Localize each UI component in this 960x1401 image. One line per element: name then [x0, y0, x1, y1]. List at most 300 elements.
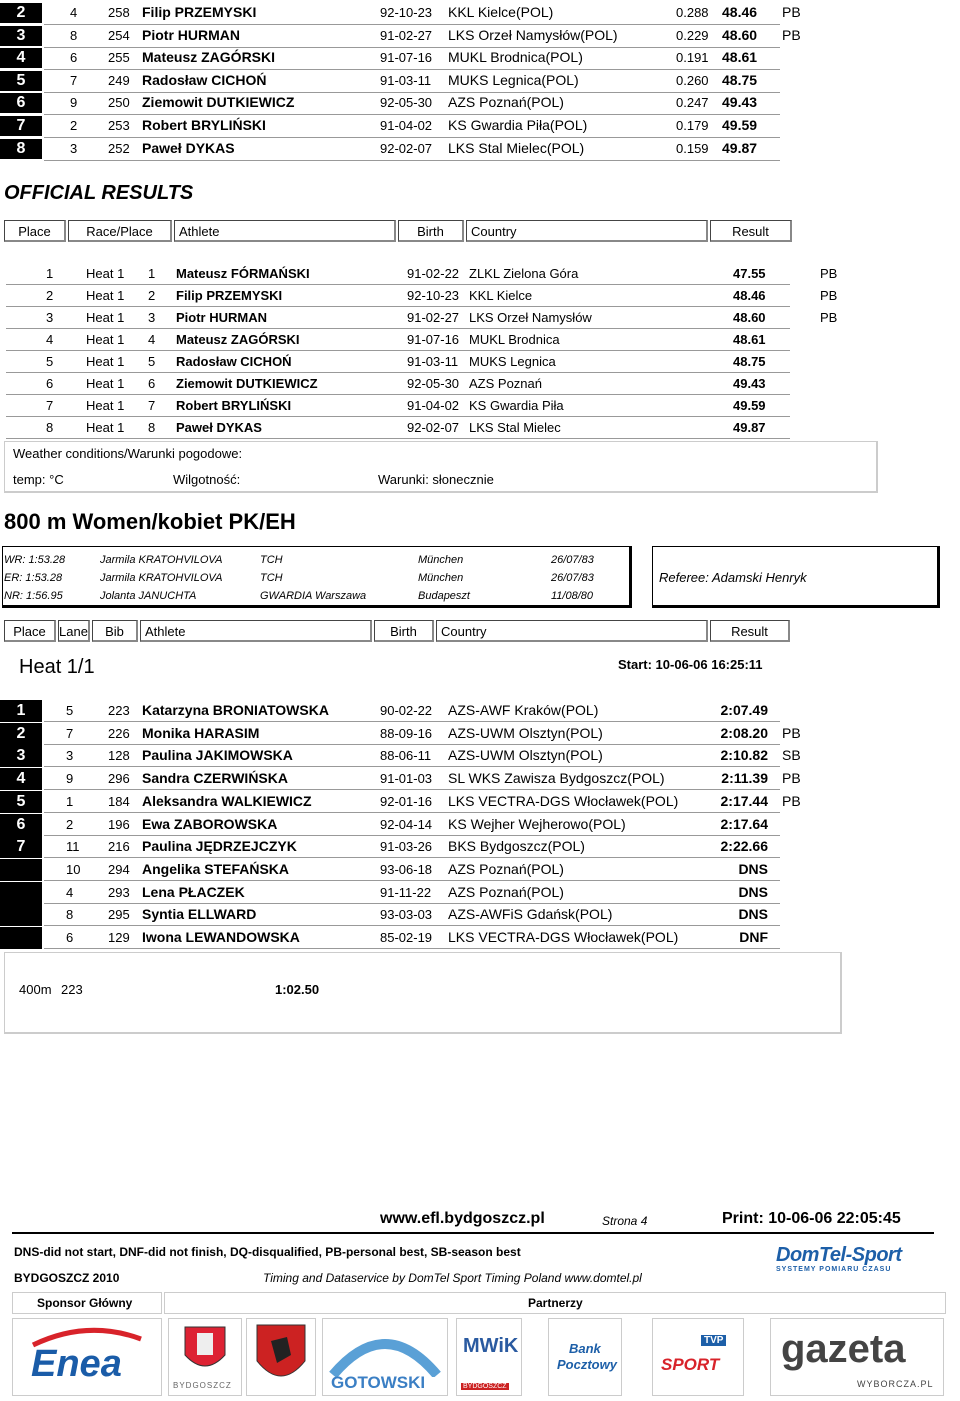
heat-cell: Heat 1: [86, 266, 125, 281]
birth-cell: 91-02-27: [407, 310, 460, 325]
athlete-cell: Piotr HURMAN: [176, 310, 267, 325]
row-divider: [6, 328, 790, 329]
heat-start-time: Start: 10-06-06 16:25:11: [618, 657, 763, 672]
bib-cell: 252: [108, 140, 130, 156]
result-row: [0, 71, 960, 91]
footer-timing: Timing and Dataservice by DomTel Sport Timing Poland www.domtel.pl: [263, 1271, 642, 1285]
record-label: NR: 1:56.95: [4, 590, 63, 602]
result-cell: 49.59: [722, 117, 758, 133]
footer-website[interactable]: www.efl.bydgoszcz.pl: [380, 1210, 545, 1227]
athlete-cell: Radosław CICHOŃ: [176, 354, 292, 369]
heat-result-row: [0, 836, 960, 857]
enea-logo-text: Enea: [31, 1343, 122, 1385]
bydgoszcz-crest-icon: [169, 1319, 241, 1379]
heat-cell: Heat 1: [86, 420, 125, 435]
record-city: Budapeszt: [418, 590, 470, 602]
athlete-cell: Angelika STEFAŃSKA: [142, 860, 290, 877]
gazeta-logo-subtext: WYBORCZA.PL: [857, 1379, 934, 1389]
birth-cell: 91-01-03: [380, 771, 433, 787]
bib-cell: 226: [108, 725, 130, 741]
record-club: GWARDIA Warszawa: [260, 590, 367, 602]
place-cell: 1: [0, 700, 42, 722]
note-cell: SB: [782, 747, 801, 764]
bib-cell: 184: [108, 793, 130, 809]
official-row: [0, 418, 960, 438]
result-cell: 48.61: [733, 332, 766, 347]
place-cell: 2: [0, 723, 42, 745]
bib-cell: 129: [108, 930, 130, 945]
athlete-cell: Piotr HURMAN: [142, 26, 240, 43]
bib-cell: 294: [108, 861, 130, 877]
heat-result-row: [0, 768, 960, 789]
place-cell: 7: [0, 836, 42, 858]
result-cell: 48.46: [722, 4, 758, 20]
birth-cell: 91-02-22: [407, 266, 460, 281]
footer-divider: [12, 1232, 934, 1234]
heat-cell: Heat 1: [86, 288, 125, 303]
row-divider: [6, 284, 790, 285]
birth-cell: 91-03-11: [407, 354, 459, 369]
official-row: [0, 264, 960, 284]
reaction-cell: 0.247: [676, 95, 709, 111]
weather-temp: temp: °C: [13, 472, 64, 487]
row-divider: [6, 350, 790, 351]
birth-cell: 92-02-07: [407, 420, 460, 435]
event-header-country: Country: [436, 620, 708, 642]
heat-cell: Heat 1: [86, 332, 125, 347]
club-cell: AZS-UWM Olsztyn(POL): [448, 747, 603, 764]
footer-print: Print: 10-06-06 22:05:45: [722, 1210, 901, 1227]
place-cell: 4: [0, 768, 42, 790]
reaction-cell: 0.191: [676, 50, 709, 66]
place-cell: 4: [0, 48, 42, 68]
birth-cell: 88-09-16: [380, 725, 433, 741]
row-divider: [6, 372, 790, 373]
record-name: Jolanta JANUCHTA: [100, 590, 197, 602]
club-cell: LKS Stal Mielec: [469, 420, 561, 435]
athlete-cell: Robert BRYLIŃSKI: [142, 117, 266, 133]
event-header-place: Place: [4, 620, 56, 642]
result-cell: DNS: [738, 906, 768, 923]
record-name: Jarmila KRATOHVILOVA: [100, 554, 223, 566]
partners-label: Partnerzy: [528, 1296, 583, 1310]
heat-place-cell: 7: [148, 398, 156, 413]
heat-cell: Heat 1: [86, 354, 125, 369]
sport-logo-text: SPORT: [661, 1355, 720, 1374]
result-cell: 48.75: [733, 354, 766, 369]
record-city: München: [418, 572, 464, 584]
event-header-bib: Bib: [92, 620, 138, 642]
result-cell: 49.43: [733, 376, 766, 391]
result-cell: DNF: [739, 929, 768, 945]
header-result: Result: [710, 220, 792, 242]
club-cell: KS Gwardia Piła: [469, 398, 564, 413]
birth-cell: 91-07-16: [380, 50, 433, 66]
lane-cell: 9: [70, 95, 78, 111]
lane-cell: 6: [70, 50, 78, 66]
note-cell: PB: [782, 770, 801, 787]
birth-cell: 92-10-23: [407, 288, 460, 303]
athlete-cell: Ziemowit DUTKIEWICZ: [176, 376, 318, 391]
birth-cell: 90-02-22: [380, 703, 433, 718]
lane-cell: 3: [70, 140, 78, 156]
club-cell: BKS Bydgoszcz(POL): [448, 838, 585, 855]
athlete-cell: Filip PRZEMYSKI: [142, 4, 257, 20]
record-club: TCH: [260, 554, 283, 566]
lane-cell: 6: [66, 930, 74, 945]
result-row: [0, 26, 960, 46]
lane-cell: 1: [66, 793, 74, 809]
bib-cell: 128: [108, 748, 130, 764]
birth-cell: 93-06-18: [380, 861, 433, 877]
lane-cell: 10: [66, 861, 81, 877]
result-cell: DNS: [738, 860, 768, 877]
heat-result-row: [0, 882, 960, 903]
lane-cell: 11: [66, 839, 80, 855]
event-header-lane: Lane: [58, 620, 90, 642]
birth-cell: 93-03-03: [380, 907, 433, 923]
result-cell: 49.59: [733, 398, 766, 413]
heat-place-cell: 3: [148, 310, 156, 325]
place-cell: 1: [46, 266, 54, 281]
heat-place-cell: 5: [148, 354, 156, 369]
bib-cell: 255: [108, 50, 130, 66]
club-cell: KS Gwardia Piła(POL): [448, 117, 588, 133]
club-cell: LKS Orzeł Namysłów: [469, 310, 592, 325]
record-name: Jarmila KRATOHVILOVA: [100, 572, 223, 584]
athlete-cell: Iwona LEWANDOWSKA: [142, 929, 300, 945]
place-cell: 3: [46, 310, 54, 325]
athlete-cell: Monika HARASIM: [142, 724, 260, 741]
bib-cell: 196: [108, 816, 130, 832]
club-cell: ZLKL Zielona Góra: [469, 266, 579, 281]
mwik-logo-subtext: BYDGOSZCZ: [463, 1383, 507, 1390]
bib-cell: 253: [108, 118, 130, 133]
official-row: [0, 330, 960, 350]
birth-cell: 91-04-02: [407, 398, 460, 413]
region-crest-logo: [246, 1318, 316, 1396]
result-cell: 2:17.44: [720, 792, 768, 809]
note-cell: PB: [782, 792, 801, 809]
result-cell: 2:10.82: [720, 747, 768, 764]
heat-place-cell: 2: [148, 288, 156, 303]
club-cell: LKS Stal Mielec(POL): [448, 139, 585, 156]
event-header-result: Result: [710, 620, 790, 642]
club-cell: AZS Poznań(POL): [448, 860, 564, 877]
result-row: [0, 48, 960, 68]
lane-cell: 8: [70, 27, 78, 43]
referee: Referee: Adamski Henryk: [659, 570, 807, 585]
athlete-cell: Syntia ELLWARD: [142, 906, 257, 923]
birth-cell: 92-05-30: [407, 376, 460, 391]
split-box: [4, 952, 842, 1034]
result-row: [0, 3, 960, 23]
club-cell: LKS VECTRA-DGS Włocławek(POL): [448, 929, 679, 945]
bydgoszcz-coat-logo: [168, 1318, 242, 1396]
bank-logo-line1: Bank: [569, 1341, 601, 1356]
official-row: [0, 286, 960, 306]
club-cell: LKS VECTRA-DGS Włocławek(POL): [448, 792, 679, 809]
club-cell: MUKS Legnica: [469, 354, 556, 369]
gotowski-logo: [322, 1318, 448, 1396]
result-cell: 48.61: [722, 49, 758, 66]
club-cell: AZS-AWFiS Gdańsk(POL): [448, 906, 613, 923]
place-cell: 5: [0, 791, 42, 813]
bib-cell: 249: [108, 72, 130, 88]
footer-city: BYDGOSZCZ 2010: [14, 1271, 120, 1285]
split-distance: 400m: [19, 982, 52, 997]
birth-cell: 91-07-16: [407, 332, 460, 347]
record-city: München: [418, 554, 464, 566]
birth-cell: 92-02-07: [380, 140, 433, 156]
result-cell: 47.55: [733, 266, 766, 281]
note-cell: PB: [820, 310, 838, 325]
lane-cell: 5: [66, 703, 74, 718]
heat-title: Heat 1/1: [19, 656, 95, 678]
birth-cell: 91-03-11: [380, 72, 432, 88]
result-cell: 48.60: [733, 310, 766, 325]
birth-cell: 92-04-14: [380, 816, 433, 832]
event-header-athlete: Athlete: [140, 620, 372, 642]
heat-result-row: [0, 745, 960, 766]
club-cell: KS Wejher Wejherowo(POL): [448, 815, 626, 832]
result-row: [0, 93, 960, 113]
birth-cell: 91-02-27: [380, 27, 433, 43]
official-results-title: OFFICIAL RESULTS: [4, 182, 194, 204]
birth-cell: 91-04-02: [380, 118, 433, 133]
reaction-cell: 0.288: [676, 5, 709, 20]
record-label: ER: 1:53.28: [4, 572, 63, 584]
birth-cell: 92-05-30: [380, 95, 433, 111]
tvp-logo-text: TVP: [701, 1335, 726, 1346]
athlete-cell: Lena PŁACZEK: [142, 883, 245, 900]
bib-cell: 223: [108, 703, 130, 718]
row-divider: [6, 394, 790, 395]
bank-logo-line2: Pocztowy: [557, 1357, 617, 1372]
heat-cell: Heat 1: [86, 398, 125, 413]
result-cell: 49.87: [722, 139, 758, 156]
birth-cell: 91-11-22: [380, 884, 432, 900]
place-cell: 2: [0, 3, 42, 23]
place-cell: 2: [46, 288, 54, 303]
mwik-logo-text: MWiK: [463, 1335, 519, 1357]
reaction-cell: 0.179: [676, 118, 709, 133]
domtel-logo-subtext: SYSTEMY POMIARU CZASU: [776, 1266, 892, 1273]
place-cell: 7: [46, 398, 54, 413]
lane-cell: 4: [70, 5, 78, 20]
reaction-cell: 0.229: [676, 27, 709, 43]
reaction-cell: 0.260: [676, 72, 709, 88]
birth-cell: 92-01-16: [380, 793, 433, 809]
place-cell: [0, 927, 42, 949]
heat-result-row: [0, 791, 960, 812]
result-cell: 49.43: [722, 94, 758, 111]
place-cell: 3: [0, 745, 42, 767]
bib-cell: 216: [108, 839, 130, 855]
birth-cell: 88-06-11: [380, 748, 432, 764]
athlete-cell: Ewa ZABOROWSKA: [142, 815, 278, 832]
athlete-cell: Ziemowit DUTKIEWICZ: [142, 94, 295, 111]
weather-humidity: Wilgotność:: [173, 472, 241, 487]
heat-cell: Heat 1: [86, 376, 125, 391]
row-divider: [44, 948, 780, 949]
place-cell: 8: [46, 420, 54, 435]
club-cell: KKL Kielce(POL): [448, 4, 554, 20]
gotowski-logo-text: GOTOWSKI: [331, 1373, 426, 1392]
gazeta-wyborcza-logo: [770, 1318, 944, 1396]
lane-cell: 9: [66, 771, 74, 787]
mwik-logo: [456, 1318, 522, 1396]
note-cell: PB: [782, 4, 801, 20]
result-cell: 2:08.20: [720, 724, 768, 741]
record-date: 11/08/80: [551, 590, 594, 602]
athlete-cell: Sandra CZERWIŃSKA: [142, 770, 288, 787]
place-cell: 6: [46, 376, 54, 391]
club-cell: AZS Poznań: [469, 376, 542, 391]
reaction-cell: 0.159: [676, 140, 709, 156]
record-club: TCH: [260, 572, 283, 584]
gotowski-arch-icon: [323, 1319, 447, 1377]
result-cell: 2:17.64: [720, 815, 768, 832]
lane-cell: 3: [66, 748, 74, 764]
row-divider: [6, 416, 790, 417]
club-cell: MUKL Brodnica: [469, 332, 560, 347]
heat-place-cell: 8: [148, 420, 156, 435]
lane-cell: 2: [70, 118, 78, 133]
heat-place-cell: 4: [148, 332, 156, 347]
heat-place-cell: 1: [148, 266, 156, 281]
result-cell: 49.87: [733, 420, 766, 435]
place-cell: 4: [46, 332, 54, 347]
birth-cell: 92-10-23: [380, 5, 433, 20]
place-cell: [0, 882, 42, 904]
weather-title: Weather conditions/Warunki pogodowe:: [13, 446, 243, 461]
record-date: 26/07/83: [551, 572, 594, 584]
athlete-cell: Mateusz ZAGÓRSKI: [176, 332, 300, 347]
row-divider: [6, 306, 790, 307]
event-title: 800 m Women/kobiet PK/EH: [4, 509, 296, 534]
row-divider: [6, 438, 790, 439]
record-label: WR: 1:53.28: [4, 554, 66, 566]
row-divider: [44, 160, 780, 161]
result-cell: 2:22.66: [720, 838, 768, 855]
place-cell: [0, 904, 42, 926]
note-cell: PB: [782, 724, 801, 741]
bank-pocztowy-logo: [548, 1318, 622, 1396]
place-cell: 5: [46, 354, 54, 369]
birth-cell: 85-02-19: [380, 930, 433, 945]
header-race-place: Race/Place: [68, 220, 172, 242]
heat-result-row: [0, 723, 960, 744]
header-place: Place: [4, 220, 66, 242]
result-cell: 48.46: [733, 288, 766, 303]
place-cell: 7: [0, 116, 42, 136]
official-row: [0, 308, 960, 328]
place-cell: 6: [0, 814, 42, 836]
club-cell: AZS Poznań(POL): [448, 883, 564, 900]
athlete-cell: Paulina JĘDRZEJCZYK: [142, 838, 297, 855]
heat-place-cell: 6: [148, 376, 156, 391]
club-cell: AZS Poznań(POL): [448, 94, 564, 111]
athlete-cell: Paweł DYKAS: [176, 420, 262, 435]
result-row: [0, 139, 960, 159]
place-cell: 6: [0, 93, 42, 113]
place-cell: [0, 859, 42, 881]
sponsor-label: Sponsor Główny: [37, 1296, 133, 1310]
athlete-cell: Radosław CICHOŃ: [142, 71, 267, 88]
weather-conditions: Warunki: słonecznie: [378, 472, 494, 487]
record-date: 26/07/83: [551, 554, 594, 566]
athlete-cell: Katarzyna BRONIATOWSKA: [142, 702, 329, 718]
athlete-cell: Robert BRYLIŃSKI: [176, 398, 292, 413]
athlete-cell: Mateusz ZAGÓRSKI: [142, 49, 276, 66]
athlete-cell: Paweł DYKAS: [142, 139, 235, 156]
griffin-crest-icon: [247, 1319, 315, 1395]
split-bib: 223: [61, 982, 83, 997]
result-cell: 2:11.39: [721, 770, 768, 787]
footer-page: Strona 4: [602, 1214, 648, 1228]
result-cell: 48.75: [722, 71, 758, 88]
club-cell: KKL Kielce: [469, 288, 533, 303]
athlete-cell: Paulina JAKIMOWSKA: [142, 747, 293, 764]
note-cell: PB: [782, 26, 801, 43]
heat-result-row: [0, 904, 960, 925]
bydgoszcz-logo-text: BYDGOSZCZ: [173, 1381, 232, 1390]
bib-cell: 296: [108, 771, 130, 787]
club-cell: LKS Orzeł Namysłów(POL): [448, 26, 618, 43]
header-athlete: Athlete: [174, 220, 396, 242]
header-birth: Birth: [398, 220, 464, 242]
heat-cell: Heat 1: [86, 310, 125, 325]
club-cell: SL WKS Zawisza Bydgoszcz(POL): [448, 770, 665, 787]
event-header-birth: Birth: [374, 620, 434, 642]
official-row: [0, 396, 960, 416]
official-row: [0, 374, 960, 394]
club-cell: AZS-UWM Olsztyn(POL): [448, 724, 603, 741]
result-cell: DNS: [738, 883, 768, 900]
club-cell: AZS-AWF Kraków(POL): [448, 702, 599, 718]
bib-cell: 250: [108, 95, 130, 111]
result-row: [0, 116, 960, 136]
heat-result-row: [0, 814, 960, 835]
place-cell: 5: [0, 71, 42, 91]
domtel-logo: [776, 1244, 926, 1276]
place-cell: 3: [0, 26, 42, 46]
official-row: [0, 352, 960, 372]
bib-cell: 295: [108, 907, 130, 923]
enea-logo: [12, 1318, 162, 1396]
birth-cell: 91-03-26: [380, 839, 433, 855]
lane-cell: 4: [66, 884, 74, 900]
lane-cell: 8: [66, 907, 74, 923]
bib-cell: 254: [108, 27, 130, 43]
bib-cell: 293: [108, 884, 130, 900]
footer-legend: DNS-did not start, DNF-did not finish, DQ-disqualified, PB-personal best, SB-season best: [14, 1245, 521, 1259]
gazeta-logo-text: gazeta: [781, 1327, 906, 1371]
bib-cell: 258: [108, 5, 130, 20]
heat-result-row: [0, 927, 960, 948]
tvp-sport-logo: [652, 1318, 744, 1396]
club-cell: MUKL Brodnica(POL): [448, 49, 583, 66]
heat-result-row: [0, 859, 960, 880]
place-cell: 8: [0, 139, 42, 159]
athlete-cell: Filip PRZEMYSKI: [176, 288, 283, 303]
club-cell: MUKS Legnica(POL): [448, 71, 579, 88]
lane-cell: 7: [70, 72, 78, 88]
result-cell: 48.60: [722, 26, 758, 43]
result-cell: 2:07.49: [720, 702, 768, 718]
header-country: Country: [466, 220, 708, 242]
